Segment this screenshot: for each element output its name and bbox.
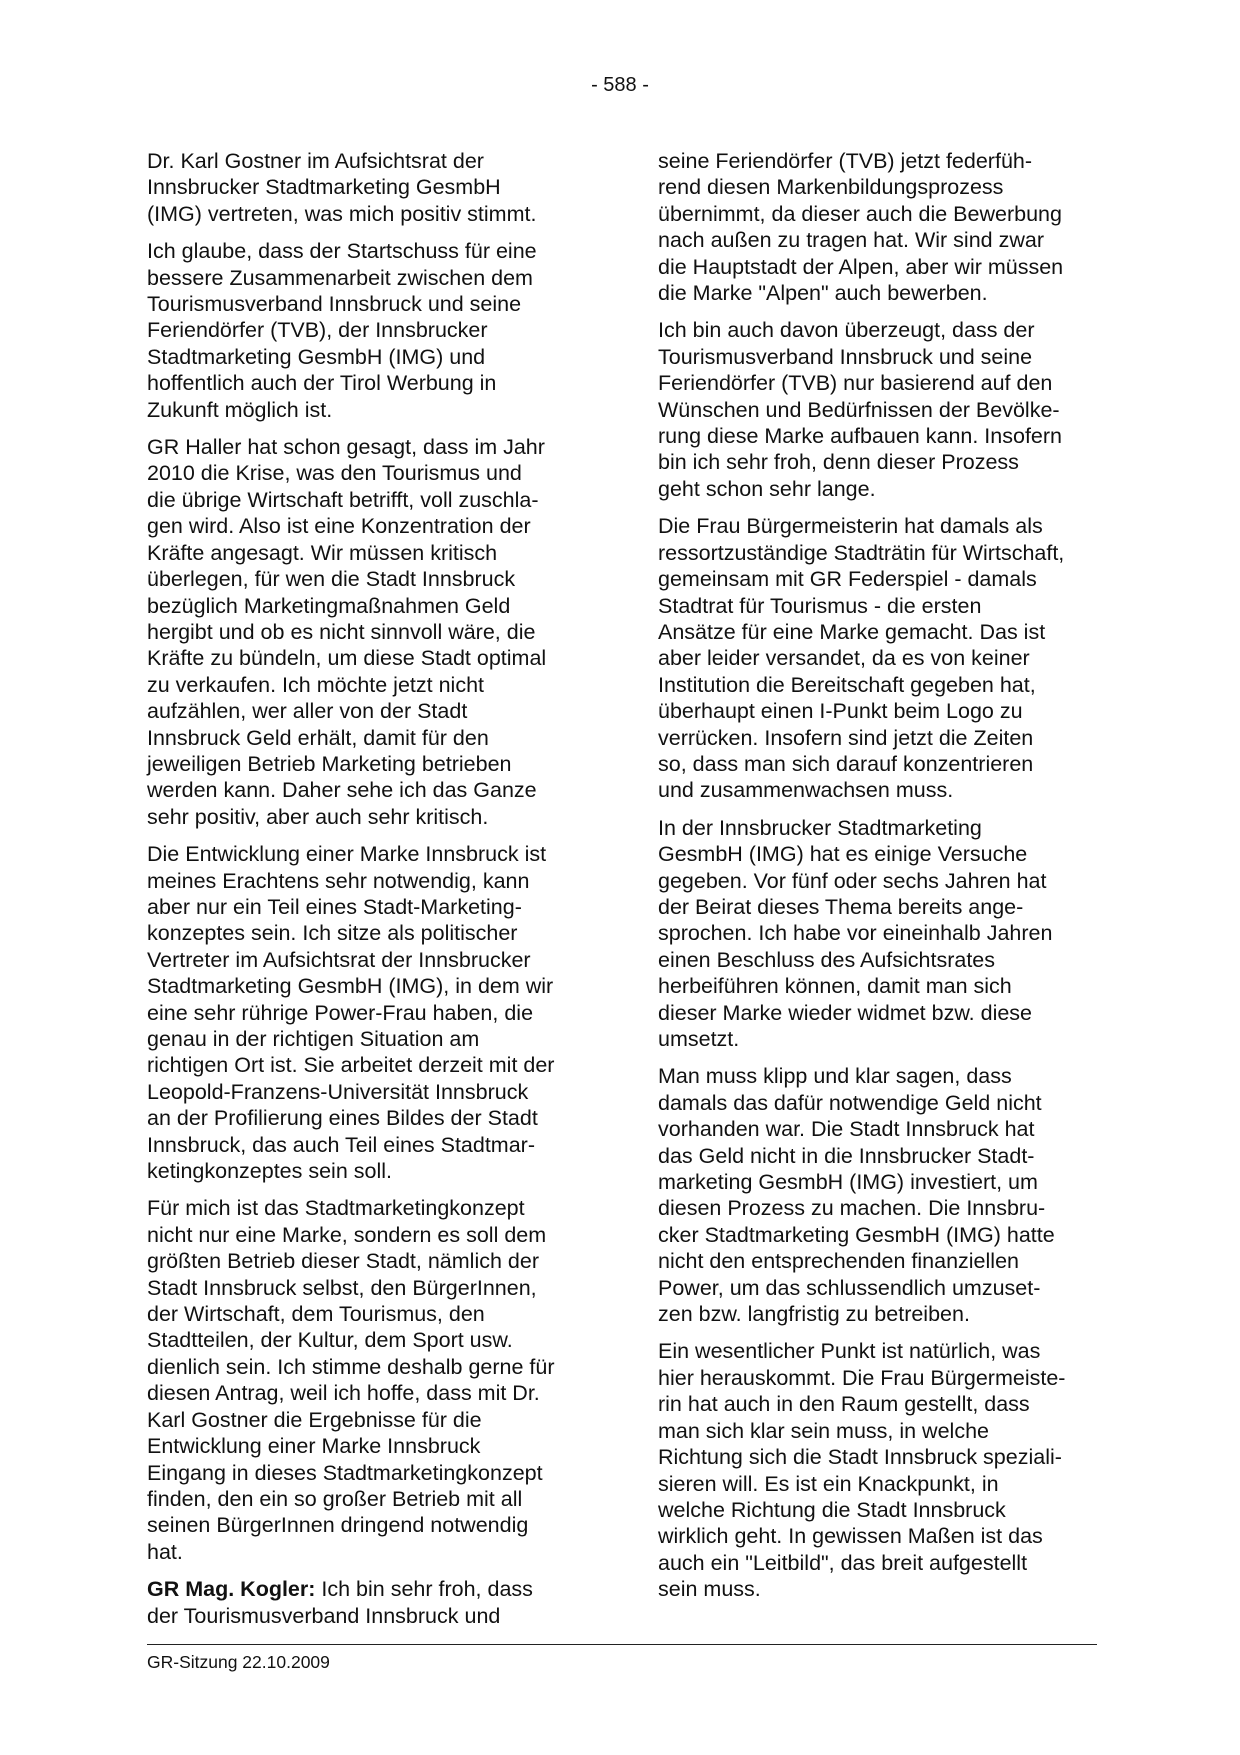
paragraph-speaker-kogler xyxy=(147,1576,605,1629)
speaker-statement: Ich bin sehr froh, dass der Tourismusverband Innsbruck und xyxy=(147,1577,533,1628)
paragraph: Man muss klipp und klar sagen, dass damals das dafür notwendige Geld nicht vorhanden war. Die Stadt Innsbruck hat das Geld nicht in die Innsbrucker Stadt- marketing GesmbH (IMG) investiert, um diesen Prozess zu machen. Die Innsbru- cker Stadtmarketing GesmbH (IMG) hatte nicht den entsprechenden finanziellen Power, um das schlussendlich umzuset- zen bzw. langfristig zu betreiben. xyxy=(658,1064,1055,1327)
paragraph: Ich bin auch davon überzeugt, dass der Tourismusverband Innsbruck und seine Feriendörfer (TVB) nur basierend auf den Wünschen und Bedürfnissen der Bevölke- rung diese Marke aufbauen kann. Insofern bin ich sehr froh, denn dieser Prozess geht schon sehr lange. xyxy=(658,318,1062,501)
paragraph: In der Innsbrucker Stadtmarketing GesmbH (IMG) hat es einige Versuche gegeben. Vor fünf oder sechs Jahren hat der Beirat dieses Thema bereits ange- sprochen. Ich habe vor eineinhalb Jahren einen Beschluss des Aufsichtsrates herbeiführen können, damit man sich dieser Marke wieder widmet bzw. diese umsetzt. xyxy=(658,815,1053,1051)
right-column xyxy=(658,148,1116,1614)
paragraph: Dr. Karl Gostner im Aufsichtsrat der Innsbrucker Stadtmarketing GesmbH (IMG) vertreten, was mich positiv stimmt. xyxy=(147,149,537,226)
footer-divider xyxy=(147,1644,1097,1645)
paragraph: Die Frau Bürgermeisterin hat damals als ressortzuständige Stadträtin für Wirtschaft, gemeinsam mit GR Federspiel - damals Stadtrat für Tourismus - die ersten Ansätze für eine Marke gemacht. Das ist aber leider versandet, da es von keiner Institution die Bereitschaft gegeben hat, überhaupt einen I-Punkt beim Logo zu verrücken. Insofern sind jetzt die Zeiten so, dass man sich darauf konzentrieren und zusammenwachsen muss. xyxy=(658,514,1065,803)
paragraph: Für mich ist das Stadtmarketingkonzept nicht nur eine Marke, sondern es soll dem größten Betrieb dieser Stadt, nämlich der Stadt Innsbruck selbst, den BürgerInnen, der Wirtschaft, dem Tourismus, den Stadtteilen, der Kultur, dem Sport usw. dienlich sein. Ich stimme deshalb gerne für diesen Antrag, weil ich hoffe, dass mit Dr. Karl Gostner die Ergebnisse für die Entwicklung einer Marke Innsbruck Eingang in dieses Stadtmarketingkonzept finden, den ein so großer Betrieb mit all seinen BürgerInnen dringend notwendig hat. xyxy=(147,1196,555,1564)
footer-session-date: GR-Sitzung 22.10.2009 xyxy=(147,1652,330,1672)
paragraph: seine Feriendörfer (TVB) jetzt federfüh- rend diesen Markenbildungsprozess übernimmt, da dieser auch die Bewerbung nach außen zu tragen hat. Wir sind zwar die Hauptstadt der Alpen, aber wir müssen die Marke "Alpen" auch bewerben. xyxy=(658,149,1064,306)
paragraph: Die Entwicklung einer Marke Innsbruck ist meines Erachtens sehr notwendig, kann aber nur ein Teil eines Stadt-Marketing- konzeptes sein. Ich sitze als politischer Vertreter im Aufsichtsrat der Innsbrucker Stadtmarketing GesmbH (IMG), in dem wir eine sehr rührige Power-Frau haben, die genau in der richtigen Situation am richtigen Ort ist. Sie arbeitet derzeit mit der Leopold-Franzens-Universität Innsbruck an der Profilierung eines Bildes der Stadt Innsbruck, das auch Teil eines Stadtmar- ketingkonzeptes sein soll. xyxy=(147,842,555,1184)
paragraph: GR Haller hat schon gesagt, dass im Jahr 2010 die Krise, was den Tourismus und die übrige Wirtschaft betrifft, voll zuschla- gen wird. Also ist eine Konzentration der Kräfte angesagt. Wir müssen kritisch überlegen, für wen die Stadt Innsbruck bezüglich Marketingmaßnahmen Geld hergibt und ob es nicht sinnvoll wäre, die Kräfte zu bündeln, um diese Stadt optimal zu verkaufen. Ich möchte jetzt nicht aufzählen, wer aller von der Stadt Innsbruck Geld erhält, damit für den jeweiligen Betrieb Marketing betrieben werden kann. Daher sehe ich das Ganze sehr positiv, aber auch sehr kritisch. xyxy=(147,435,547,829)
paragraph: Ich glaube, dass der Startschuss für eine bessere Zusammenarbeit zwischen dem Tourismusverband Innsbruck und seine Feriendörfer (TVB), der Innsbrucker Stadtmarketing GesmbH (IMG) und hoffentlich auch der Tirol Werbung in Zukunft möglich ist. xyxy=(147,239,537,422)
page-number: - 588 - xyxy=(591,74,649,96)
left-column xyxy=(147,148,605,1640)
speaker-name: GR Mag. Kogler: xyxy=(147,1577,316,1602)
paragraph: Ein wesentlicher Punkt ist natürlich, was hier herauskommt. Die Frau Bürgermeiste- rin hat auch in den Raum gestellt, dass man sich klar sein muss, in welche Richtung sich die Stadt Innsbruck speziali- sieren will. Es ist ein Knackpunkt, in welche Richtung die Stadt Innsbruck wirklich geht. In gewissen Maßen ist das auch ein "Leitbild", das breit aufgestellt sein muss. xyxy=(658,1339,1066,1602)
